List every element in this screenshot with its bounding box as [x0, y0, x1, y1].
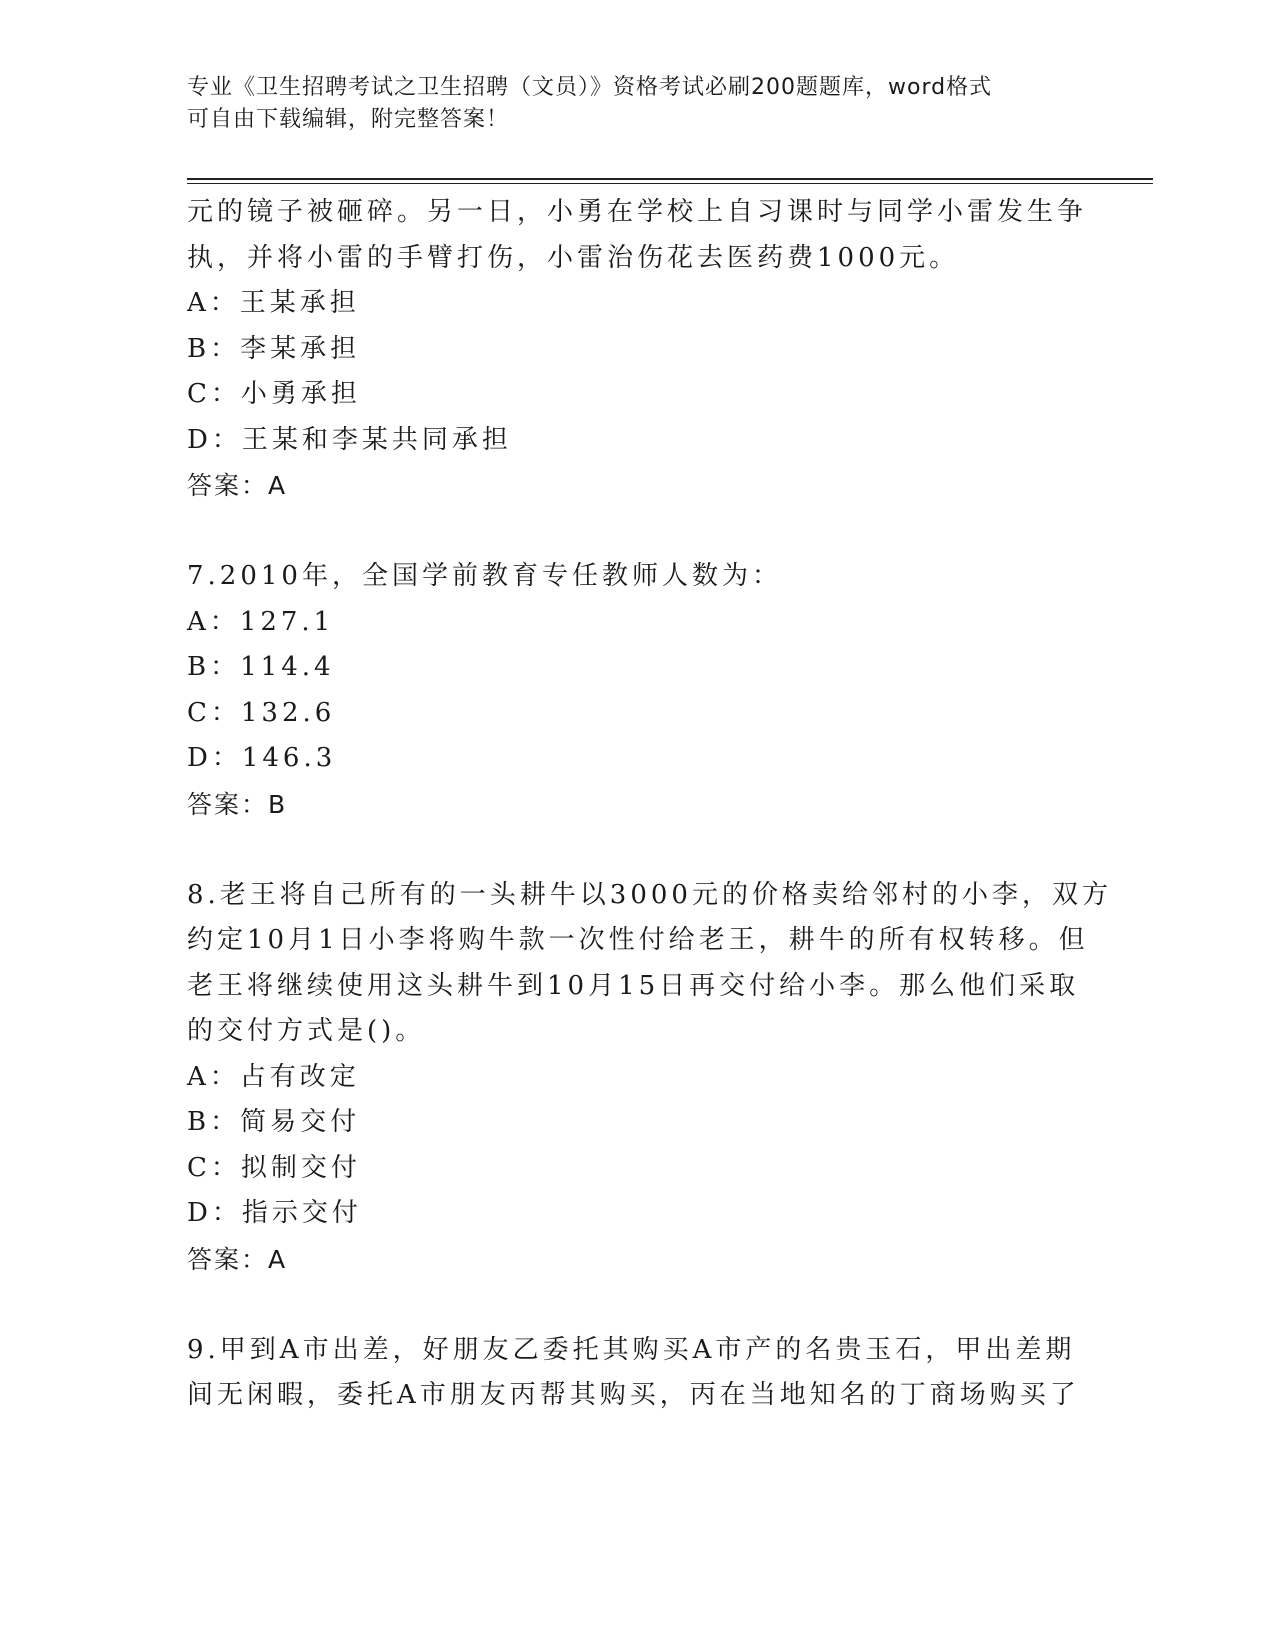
- q7-option-d: D：146.3: [187, 743, 337, 773]
- q6-answer: 答案：A: [187, 471, 288, 500]
- header-divider-thin: [187, 183, 1153, 184]
- spacer: [187, 1282, 1087, 1328]
- document-header: [187, 72, 1067, 136]
- q8-option-c: C：拟制交付: [187, 1152, 361, 1183]
- q8-option-b: B：简易交付: [187, 1107, 361, 1137]
- q8-text-line-2: 约定10月1日小李将购牛款一次性付给老王，耕牛的所有权转移。但: [187, 925, 1089, 955]
- q7-option-a: A：127.1: [187, 606, 335, 637]
- q6-option-c: C：小勇承担: [187, 379, 361, 409]
- header-line-2: 可自由下载编辑，附完整答案！: [187, 107, 510, 132]
- q7-option-c: C：132.6: [187, 697, 336, 728]
- header-line-1: 专业《卫生招聘考试之卫生招聘（文员）》资格考试必刷200题题库，word格式: [187, 75, 993, 100]
- q9-text-line-1: 9.甲到A市出差，好朋友乙委托其购买A市产的名贵玉石，甲出差期: [187, 1334, 1076, 1365]
- spacer: [187, 827, 1087, 873]
- q8-text-line-4: 的交付方式是()。: [187, 1016, 426, 1046]
- q6-option-a: A：王某承担: [187, 288, 360, 318]
- q8-text-line-1: 8.老王将自己所有的一头耕牛以3000元的价格卖给邻村的小李，双方: [187, 879, 1112, 910]
- q8-option-a: A：占有改定: [187, 1061, 360, 1092]
- header-divider-thick: [187, 178, 1153, 180]
- q7-text-line-1: 7.2010年，全国学前教育专任教师人数为：: [187, 561, 782, 591]
- q8-text-line-3: 老王将继续使用这头耕牛到10月15日再交付给小李。那么他们采取: [187, 970, 1080, 1001]
- spacer: [187, 509, 1087, 555]
- q9-text-line-2: 间无闲暇，委托A市朋友丙帮其购买，丙在当地知名的丁商场购买了: [187, 1380, 1080, 1410]
- q6-option-b: B：李某承担: [187, 333, 361, 364]
- question-content: [187, 190, 1112, 1419]
- q6-text-line-1: 元的镜子被砸碎。另一日，小勇在学校上自习课时与同学小雷发生争: [187, 197, 1088, 227]
- q8-answer: 答案：A: [187, 1244, 288, 1274]
- q7-answer: 答案：B: [187, 789, 288, 819]
- q7-option-b: B：114.4: [187, 652, 335, 682]
- q6-option-d: D：王某和李某共同承担: [187, 424, 512, 455]
- q8-option-d: D：指示交付: [187, 1198, 362, 1228]
- q6-text-line-2: 执，并将小雷的手臂打伤，小雷治伤花去医药费1000元。: [187, 242, 960, 273]
